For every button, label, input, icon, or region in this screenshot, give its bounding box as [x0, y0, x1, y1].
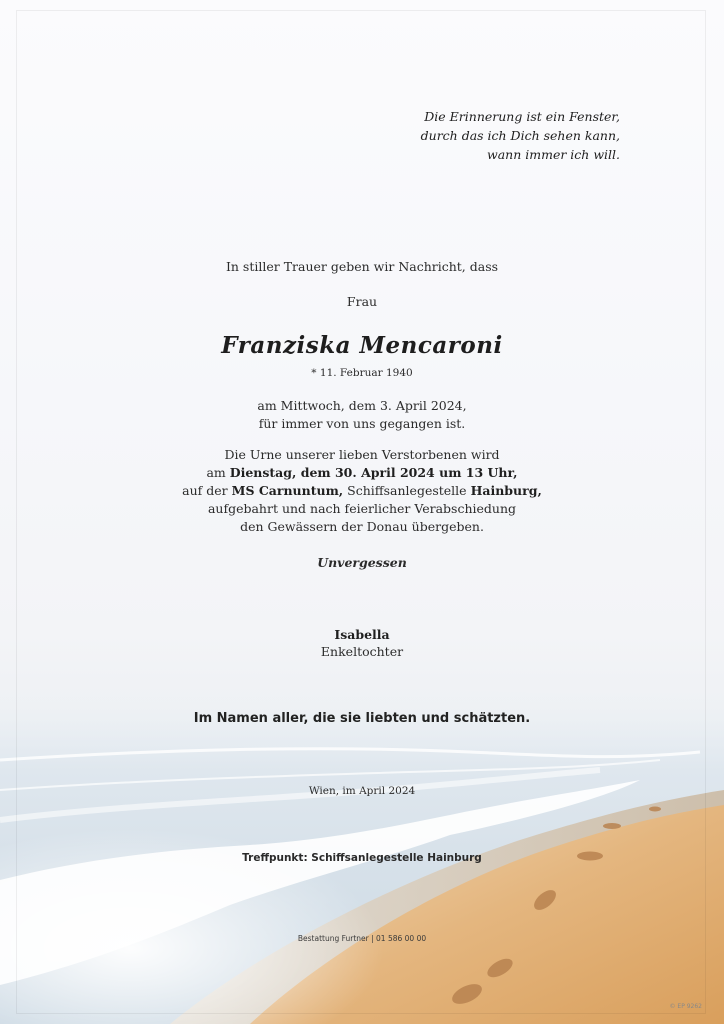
memorial-quote: [360, 107, 620, 164]
funeral-home: Bestattung Furtner | 01 586 00 00: [297, 934, 427, 943]
death-line-2: für immer von uns gegangen ist.: [258, 416, 466, 431]
ceremony-line-1: Die Urne unserer lieben Verstorbenen wird: [224, 447, 500, 462]
ship-name: MS Carnuntum,: [231, 483, 344, 498]
ceremony-line-3: auf der MS Carnuntum, Schiffsanlegestelle Hainburg,: [182, 483, 542, 498]
quote-line-3: wann immer ich will.: [487, 147, 620, 162]
death-line-1: am Mittwoch, dem 3. April 2024,: [257, 398, 467, 413]
quote-line-2: durch das ich Dich sehen kann,: [420, 128, 620, 143]
deceased-name: Franziska Mencaroni: [221, 332, 503, 359]
place-date: Wien, im April 2024: [308, 785, 416, 797]
town-name: Hainburg,: [470, 483, 542, 498]
closing-line: Im Namen aller, die sie liebten und schätzten.: [193, 711, 531, 726]
unforgotten: Unvergessen: [317, 555, 407, 570]
document-code: © EP 9262: [669, 1003, 702, 1010]
ceremony-date: Dienstag, dem 30. April 2024 um 13 Uhr,: [229, 465, 518, 480]
meeting-point: Treffpunkt: Schiffsanlegestelle Hainburg: [242, 852, 482, 864]
quote-line-1: Die Erinnerung ist ein Fenster,: [424, 109, 620, 124]
ceremony-line-5: den Gewässern der Donau übergeben.: [240, 519, 484, 534]
intro-line: In stiller Trauer geben wir Nachricht, dass: [225, 259, 499, 274]
mourner-name: Isabella: [334, 627, 390, 642]
ceremony-line-2: am Dienstag, dem 30. April 2024 um 13 Uhr,: [206, 465, 518, 480]
birth-date: * 11. Februar 1940: [311, 367, 413, 379]
salutation: Frau: [346, 294, 378, 309]
ceremony-line-4: aufgebahrt und nach feierlicher Verabschiedung: [207, 501, 517, 516]
mourner-relation: Enkeltochter: [320, 644, 404, 659]
